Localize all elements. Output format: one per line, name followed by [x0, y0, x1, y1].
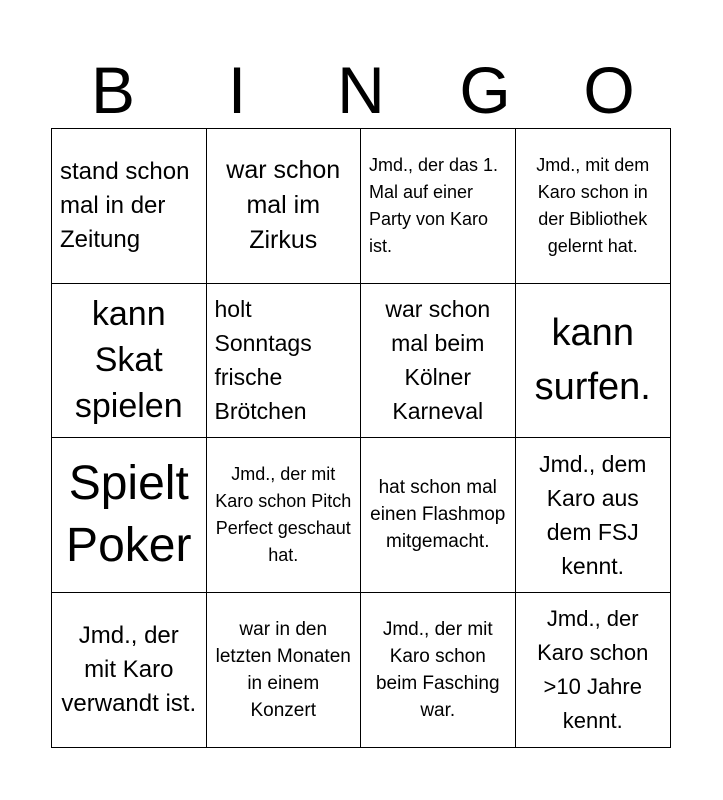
- bingo-cell-r3c2[interactable]: Jmd., der mit Karo schon Pitch Perfect geschaut hat.: [207, 438, 362, 593]
- header-letter-n: N: [337, 53, 385, 127]
- bingo-cell-r3c4[interactable]: Jmd., dem Karo aus dem FSJ kennt.: [516, 438, 671, 593]
- bingo-board: [51, 128, 671, 748]
- bingo-cell-r2c2[interactable]: holt Sonntags frische Brötchen: [207, 284, 362, 439]
- bingo-cell-r4c4[interactable]: Jmd., der Karo schon >10 Jahre kennt.: [537, 605, 649, 733]
- header-letter-g: G: [459, 53, 511, 127]
- bingo-cell-r2c4[interactable]: kann surfen.: [516, 284, 671, 439]
- bingo-cell-r3c3[interactable]: hat schon mal einen Flashmop mitgemacht.: [361, 438, 516, 593]
- bingo-cell-r2c1[interactable]: kann Skat spielen: [52, 284, 207, 439]
- header-letter-i: I: [227, 53, 247, 127]
- bingo-header: [51, 55, 671, 125]
- bingo-cell-r2c3[interactable]: war schon mal beim Kölner Karneval: [361, 284, 516, 439]
- bingo-cell-r4c1[interactable]: Jmd., der mit Karo verwandt ist.: [52, 593, 207, 748]
- bingo-cell-r1c2[interactable]: war schon mal im Zirkus: [207, 129, 362, 284]
- bingo-cell-r3c1[interactable]: Spielt Poker: [52, 438, 207, 593]
- bingo-cell-r1c3[interactable]: Jmd., der das 1. Mal auf einer Party von Karo ist.: [361, 129, 516, 284]
- header-letter-o: O: [583, 53, 635, 127]
- bingo-cell-r4c2[interactable]: war in den letzten Monaten in einem Konzert: [207, 593, 362, 748]
- header-letter-b: B: [90, 53, 136, 127]
- bingo-cell-r1c1[interactable]: stand schon mal in der Zeitung: [52, 129, 207, 284]
- bingo-cell-r4c3[interactable]: Jmd., der mit Karo schon beim Fasching war.: [361, 593, 516, 748]
- bingo-cell-r1c4[interactable]: Jmd., mit dem Karo schon in der Bibliothek gelernt hat.: [516, 129, 671, 284]
